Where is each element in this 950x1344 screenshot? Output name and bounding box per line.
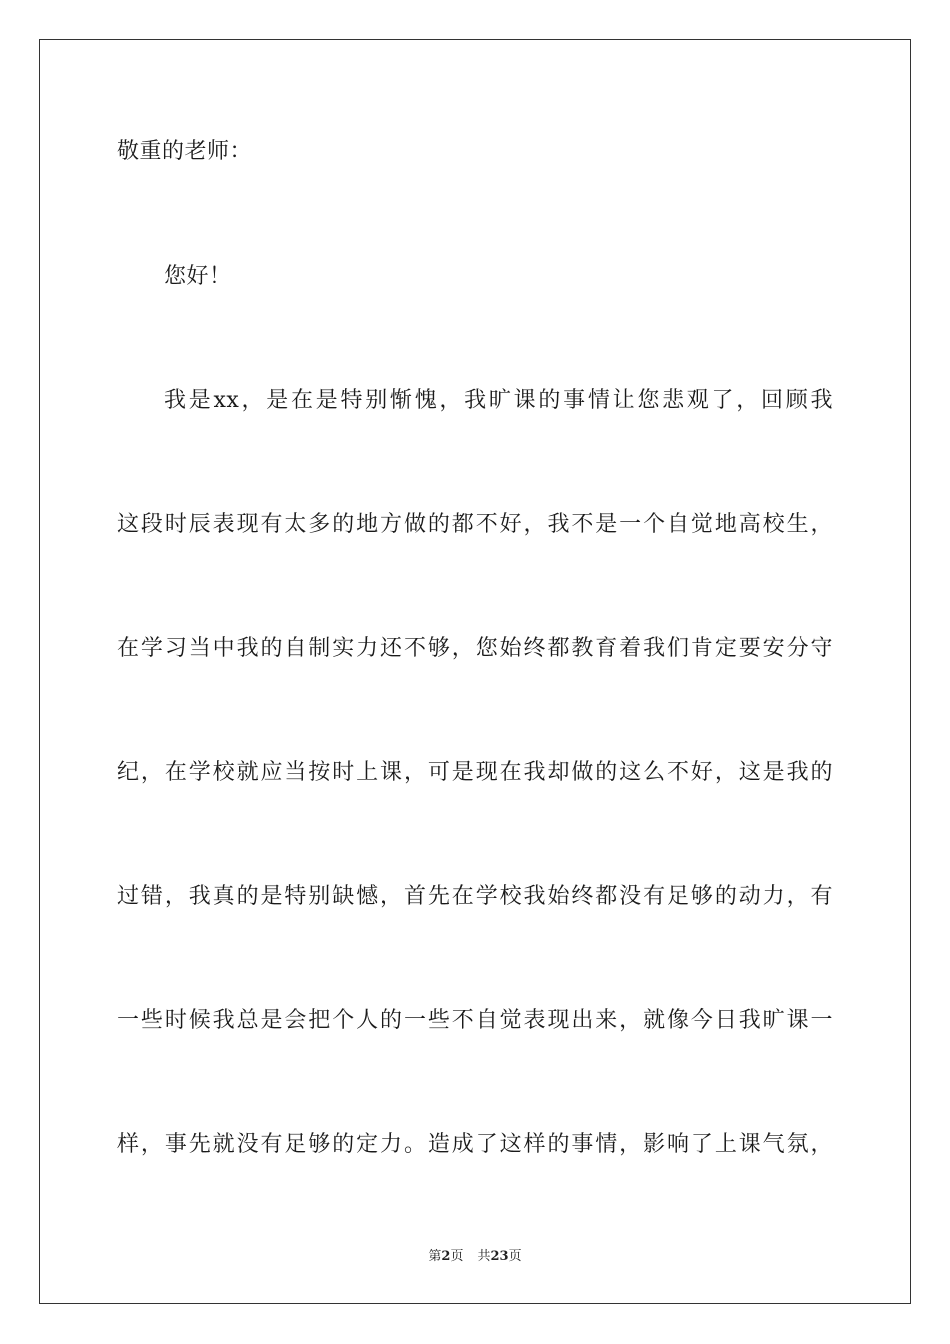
total-prefix: 共 xyxy=(477,1249,491,1264)
body-line-2: 这段时辰表现有太多的地方做的都不好，我不是一个自觉地高校生， xyxy=(117,512,833,537)
body-line-4: 纪，在学校就应当按时上课，可是现在我却做的这么不好，这是我的 xyxy=(117,760,833,785)
body-line-7: 样，事先就没有足够的定力。造成了这样的事情，影响了上课气氛， xyxy=(117,1132,833,1157)
page-prefix: 第 xyxy=(428,1249,442,1264)
total-pages: 23 xyxy=(490,1249,509,1264)
total-suffix: 页 xyxy=(508,1249,522,1264)
greeting: 您好！ xyxy=(164,264,232,289)
body-line-6: 一些时候我总是会把个人的一些不自觉表现出来，就像今日我旷课一 xyxy=(117,1008,833,1033)
body-line-1: 我是xx，是在是特别惭愧，我旷课的事情让您悲观了，回顾我 xyxy=(164,388,833,413)
page-border xyxy=(39,39,911,1304)
page-number: 2 xyxy=(441,1249,451,1264)
salutation: 敬重的老师： xyxy=(117,139,253,164)
body-line-5: 过错，我真的是特别缺憾，首先在学校我始终都没有足够的动力，有 xyxy=(117,884,833,909)
page-footer xyxy=(0,1248,950,1266)
page-suffix: 页 xyxy=(450,1249,464,1264)
body-line-3: 在学习当中我的自制实力还不够，您始终都教育着我们肯定要安分守 xyxy=(117,636,833,661)
